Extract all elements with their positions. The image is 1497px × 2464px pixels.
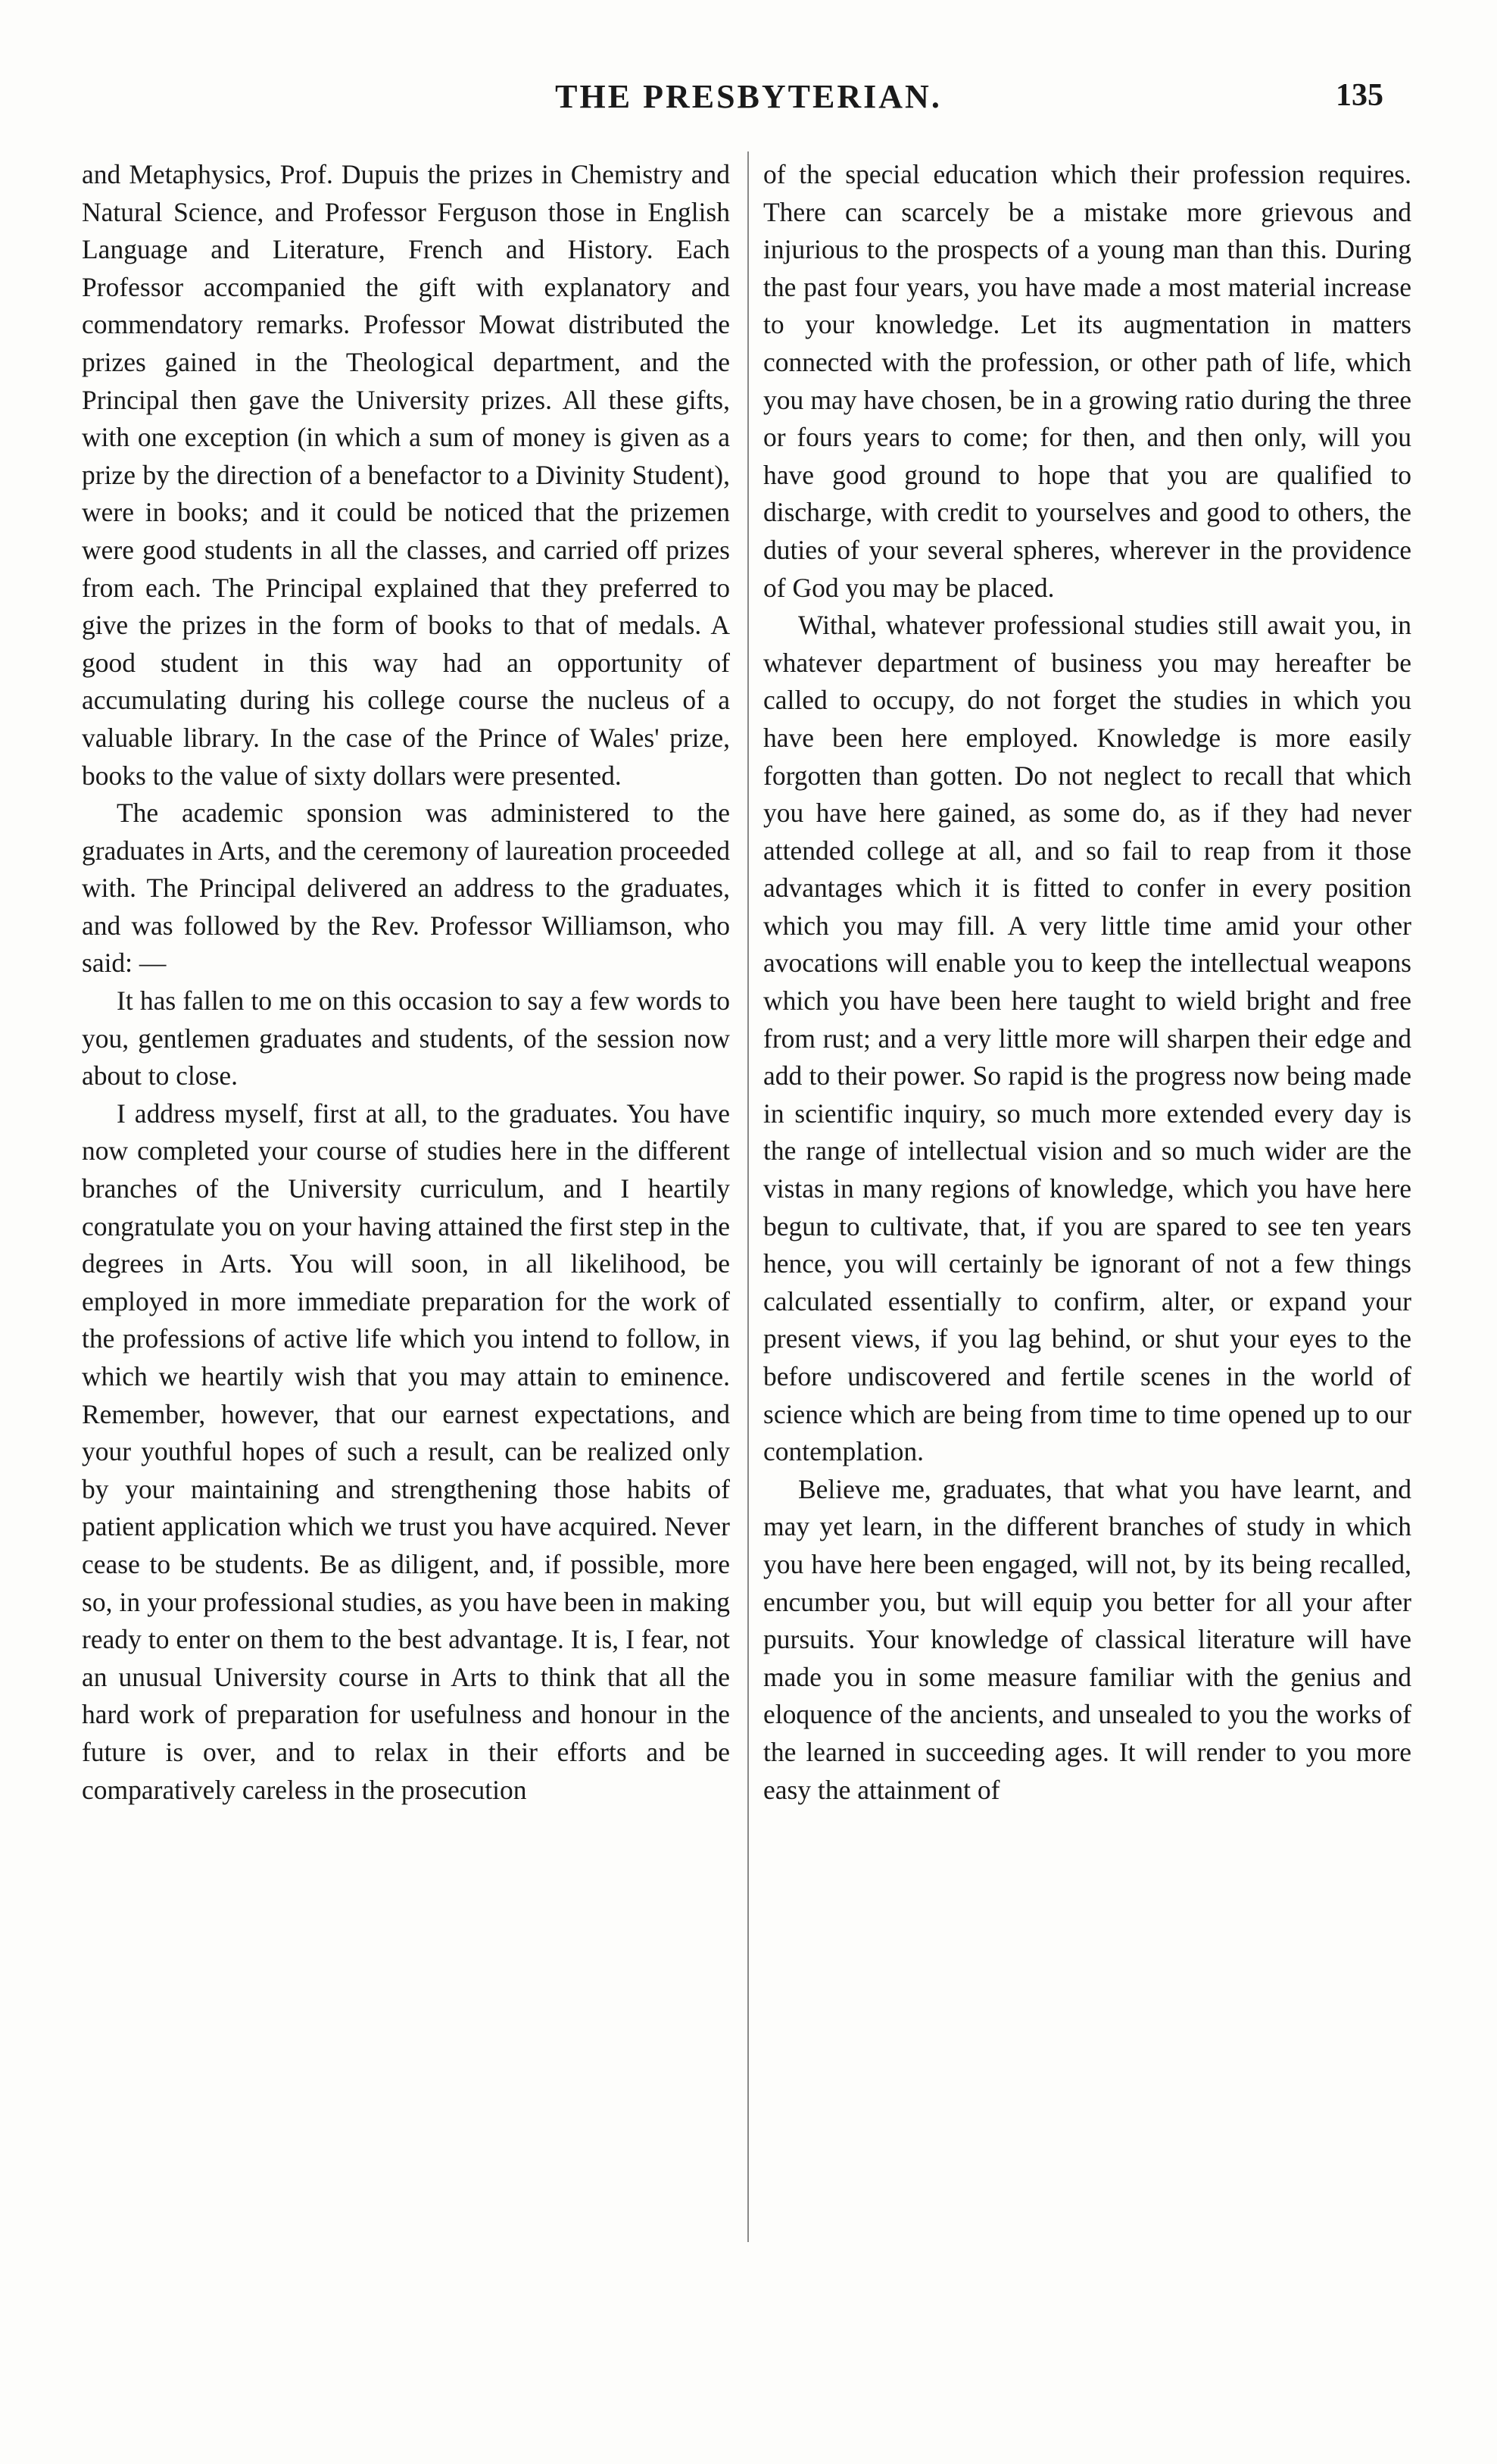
left-paragraph-4: I address myself, first at all, to the graduates. You have now completed your course of studies here in the different branches of the University curriculum, and I heartily congratulate you on your having attained the first step in the degrees in Arts. You will soon, in all likelihood, be employed in more immediate preparation for the work of the professions of active life which you intend to follow, in which we heartily wish that you may attain to eminence. Remember, however, that our earnest expectations, and your youthful hopes of such a result, can be realized only by your maintaining and strengthening those habits of patient application which we trust you have acquired. Never cease to be students. Be as diligent, and, if possible, more so, in your professional studies, as you have been in making ready to enter on them to the best advantage. It is, I fear, not an unusual University course in Arts to think that all the hard work of preparation for usefulness and honour in the future is over, and to relax in their efforts and be comparatively careless in the prosecution [82,1098,730,1805]
left-paragraph-3: It has fallen to me on this occasion to say a few words to you, gentlemen graduates and students, of the session now about to close. [82,985,730,1091]
right-paragraph-2: Withal, whatever professional studies still await you, in whatever department of business you may hereafter be called to occupy, do not forget the studies in which you have been here employed. Knowledge is more easily forgotten than gotten. Do not neglect to recall that which you have here gained, as some do, as if they had never attended college at all, and so fail to reap from it those advantages which it is fitted to confer in every position which you may fill. A very little time amid your other avocations will enable you to keep the intellectual weapons which you have been here taught to wield bright and free from rust; and a very little more will sharpen their edge and add to their power. So rapid is the progress now being made in scientific inquiry, so much more extended every day is the range of intellectual vision and so much wider are the vistas in many regions of knowledge, which you have here begun to cultivate, that, if you are spared to see ten years hence, you will certainly be ignorant of not a few things calculated essentially to confirm, alter, or expand your present views, if you lag behind, or shut your eyes to the before undiscovered and fertile scenes in the world of science which are being from time to time opened up to our contemplation. [763,610,1411,1467]
left-paragraph-1: and Metaphysics, Prof. Dupuis the prizes in Chemistry and Natural Science, and Professor Ferguson those in English Language and Literature, French and History. Each Professor accompanied the gift with explanatory and commendatory remarks. Professor Mowat distributed the prizes gained in the Theological department, and the Principal then gave the University prizes. All these gifts, with one exception (in which a sum of money is given as a prize by the direction of a benefactor to a Divinity Student), were in books; and it could be noticed that the prizemen were good students in all the classes, and carried off prizes from each. The Principal explained that they preferred to give the prizes in the form of books to that of medals. A good student in this way had an opportunity of accumulating during his college course the nucleus of a valuable library. In the case of the Prince of Wales' prize, books to the value of sixty dollars were presented. [82,159,730,791]
left-paragraph-2: The academic sponsion was administered to the graduates in Arts, and the ceremony of laureation proceeded with. The Principal delivered an address to the graduates, and was followed by the Rev. Professor Williamson, who said: — [82,798,730,979]
right-paragraph-1: of the special education which their profession requires. There can scarcely be a mistake more grievous and injurious to the prospects of a young man than this. During the past four years, you have made a most material increase to your knowledge. Let its augmentation in matters connected with the profession, or other path of life, which you may have chosen, be in a growing ratio during the three or fours years to come; for then, and then only, will you have good ground to hope that you are qualified to discharge, with credit to yourselves and good to others, the duties of your several spheres, wherever in the providence of God you may be placed. [763,159,1411,603]
page-number: 135 [1336,78,1383,113]
page-header [83,74,1414,120]
publication-title: THE PRESBYTERIAN. [555,78,942,115]
right-paragraph-3: Believe me, graduates, that what you have learnt, and may yet learn, in the different branches of study in which you have here been engaged, will not, by its being recalled, encumber you, but will equip you better for all your after pursuits. Your knowledge of classical literature will have made you in some measure familiar with the genius and eloquence of the ancients, and unsealed to you the works of the learned in succeeding ages. It will render to you more easy the attainment of [763,1473,1411,1805]
column-divider [747,151,749,2242]
right-column [763,156,1411,1809]
left-column [82,156,730,1809]
